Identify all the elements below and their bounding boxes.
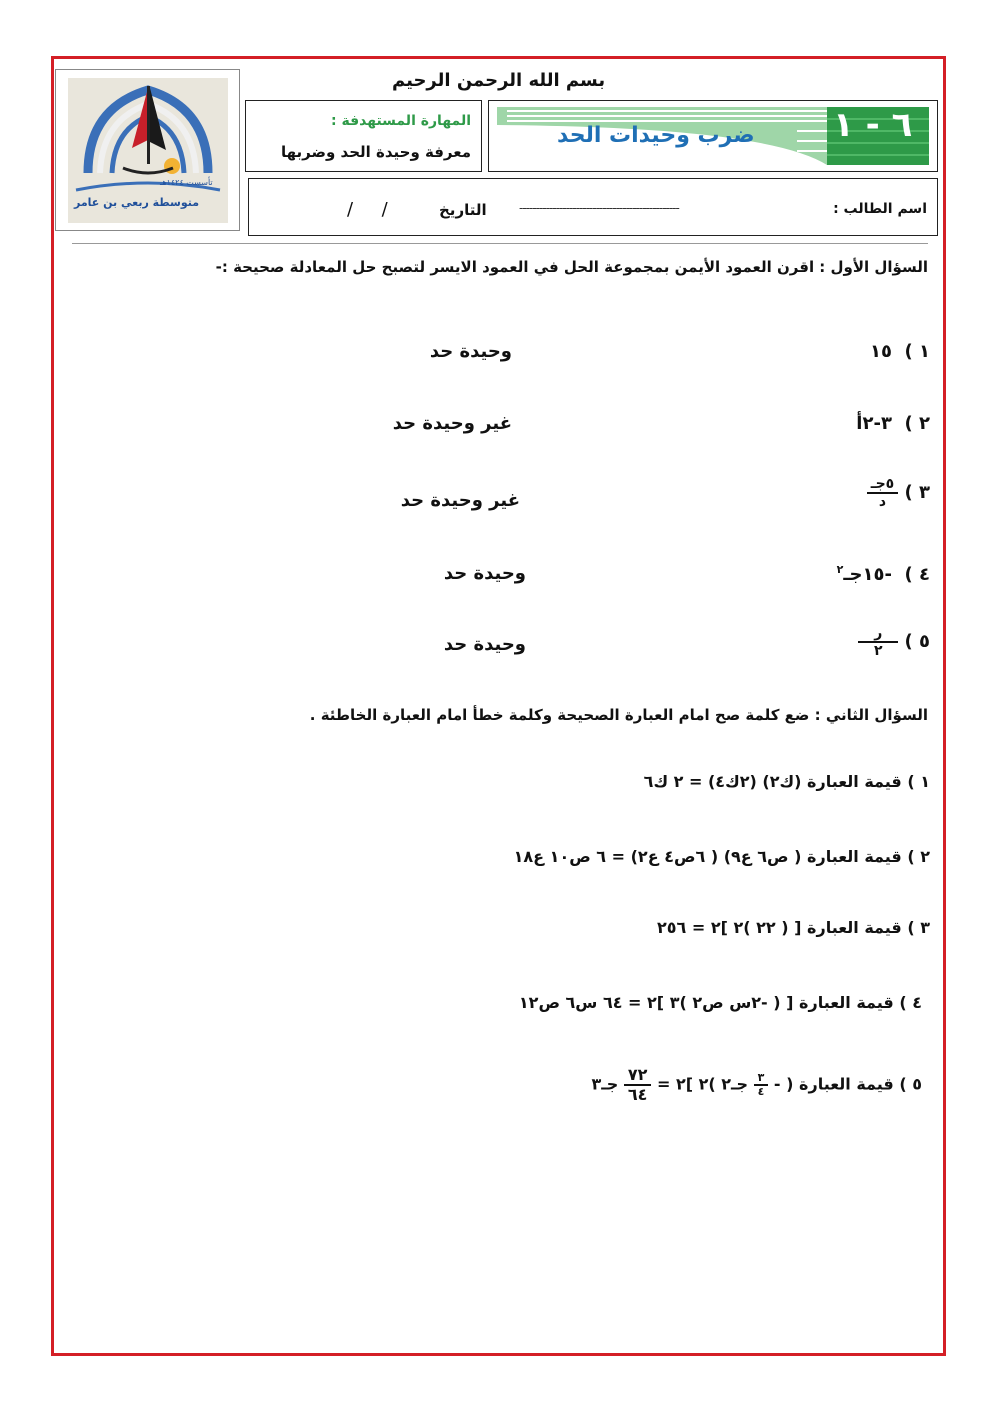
item-label: قيمة العبارة — [799, 993, 894, 1012]
skill-text: معرفة وحيدة الحد وضربها — [280, 143, 471, 161]
item-number: ٣ ) — [904, 482, 930, 503]
fraction-numerator: ر — [858, 625, 898, 643]
q1-answer-1: وحيدة حد — [429, 341, 512, 362]
student-name-label: اسم الطالب : — [833, 201, 927, 217]
item-label: قيمة العبارة — [807, 772, 902, 791]
header-divider — [72, 243, 928, 244]
item-expression-start: ( - — [773, 1074, 794, 1094]
item-label: قيمة العبارة — [807, 847, 902, 866]
school-logo-box — [55, 69, 240, 231]
fraction — [867, 476, 898, 510]
skill-box — [245, 100, 482, 172]
item-number: ٣ ) — [907, 918, 930, 937]
q2-item-2 — [514, 847, 930, 866]
item-expression: ١٥ — [869, 341, 892, 362]
item-number: ١ ) — [907, 772, 930, 791]
item-expression-middle: جـ٢ )٢ ]٢ = — [656, 1074, 749, 1094]
fraction-numerator: ٧٢ — [624, 1066, 652, 1086]
q1-item-5 — [858, 625, 930, 659]
q1-item-1 — [870, 341, 930, 362]
item-expression: [ ( ٢٢ )٢ ]٢ = ٢٥٦ — [657, 918, 802, 937]
item-expression: ( ص٦ ع٩) ( ٦ص٤ ع٢) = ٦ ص١٠ ع١٨ — [513, 847, 802, 866]
fraction-denominator: د — [878, 494, 887, 510]
q1-item-3 — [867, 476, 930, 510]
q1-answer-3: غير وحيدة حد — [400, 490, 520, 511]
q2-item-3 — [657, 918, 930, 937]
student-info-box — [248, 178, 938, 236]
item-expression: -١٥جـ — [843, 564, 892, 585]
fraction-denominator: ٢ — [873, 643, 883, 659]
lesson-number: ٦ - ١ — [833, 105, 913, 145]
item-expression: [ ( -٢س ص٢ )٣ ]٢ = ٦٤ س٦ ص١٢ — [518, 993, 794, 1012]
lesson-title: ضرب وحيدات الحد — [557, 123, 755, 148]
q2-item-4 — [519, 993, 922, 1012]
result-fraction — [624, 1066, 652, 1104]
item-label: قيمة العبارة — [807, 918, 902, 937]
fraction-numerator: ٥جـ — [867, 476, 898, 494]
item-expression: (ك٢) (٢ك٤) = ٢ ك٦ — [643, 772, 802, 791]
item-number: ١ ) — [904, 341, 930, 362]
item-exponent: ٢ — [836, 563, 844, 576]
item-number: ٥ ) — [899, 1074, 922, 1094]
question2-title: السؤال الثاني : ضع كلمة صح امام العبارة الصحيحة وكلمة خطأ امام العبارة الخاطئة . — [309, 706, 928, 724]
item-label: قيمة العبارة — [799, 1074, 894, 1094]
q1-item-4 — [837, 563, 930, 585]
fraction-numerator: ٣ — [754, 1072, 769, 1086]
item-expression: ٣-٢أ — [856, 413, 892, 434]
student-name-field[interactable]: ------------------------------------------------ — [519, 201, 679, 215]
logo-school-name: متوسطة ربعي بن عامر — [74, 196, 200, 209]
q1-answer-4: وحيدة حد — [443, 563, 526, 584]
q2-item-5 — [592, 1066, 922, 1104]
item-number: ٤ ) — [899, 993, 922, 1012]
q1-answer-5: وحيدة حد — [443, 634, 526, 655]
basmala: بسم الله الرحمن الرحيم — [392, 70, 606, 91]
item-number: ٥ ) — [904, 631, 930, 652]
fraction-denominator: ٦٤ — [627, 1085, 648, 1104]
logo-founded-text: تأسست ١٤٢٤هـ — [160, 178, 213, 187]
q1-answer-2: غير وحيدة حد — [392, 413, 512, 434]
skill-label: المهارة المستهدفة : — [331, 113, 471, 129]
school-logo — [68, 78, 228, 223]
lesson-title-box — [488, 100, 938, 172]
fraction — [858, 625, 898, 659]
date-label: التاريخ — [439, 201, 487, 219]
date-field[interactable]: / / — [347, 199, 388, 220]
question1-title: السؤال الأول : اقرن العمود الأيمن بمجموعة الحل في العمود الايسر لتصبح حل المعادلة صحيحة :- — [215, 258, 928, 276]
item-number: ٢ ) — [904, 413, 930, 434]
item-number: ٤ ) — [904, 564, 930, 585]
q1-item-2 — [856, 413, 930, 434]
item-expression-end: جـ٣ — [591, 1074, 619, 1094]
fraction — [754, 1072, 769, 1098]
q2-item-1 — [644, 772, 930, 791]
item-number: ٢ ) — [907, 847, 930, 866]
fraction-denominator: ٤ — [757, 1085, 765, 1098]
